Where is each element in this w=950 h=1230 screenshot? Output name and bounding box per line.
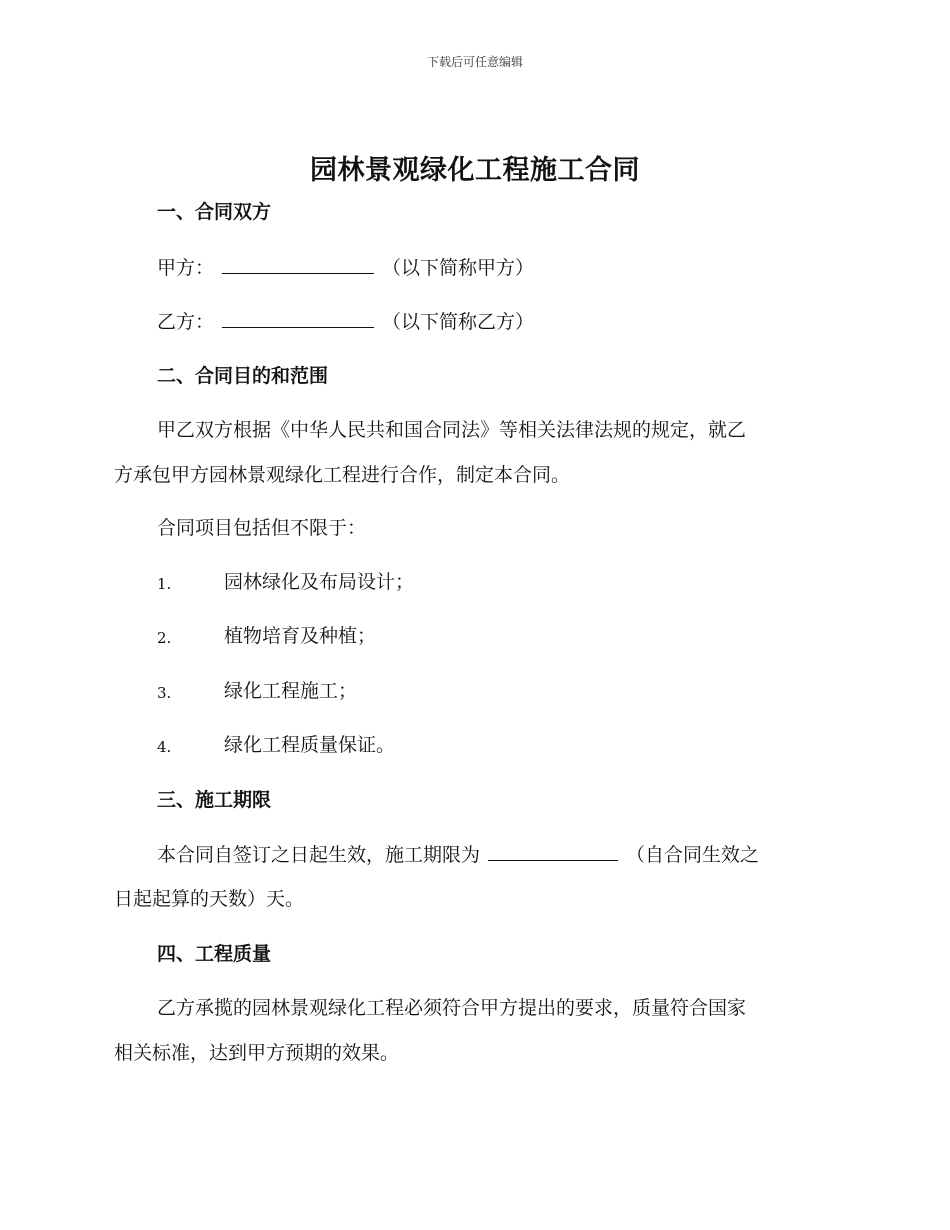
- party-a-line: [157, 253, 887, 282]
- section-heading-purpose: 二、合同目的和范围: [157, 365, 329, 387]
- party-b-line: [157, 307, 887, 336]
- period-blank: [488, 840, 618, 861]
- period-line2: 日起起算的天数）天。: [114, 888, 305, 910]
- list-item-text: 绿化工程施工；: [224, 680, 358, 702]
- period-suffix: （自合同生效之: [626, 844, 760, 866]
- purpose-paragraph-line1: 甲乙双方根据《中华人民共和国合同法》等相关法律法规的规定，就乙: [157, 419, 747, 441]
- list-item-number: 2.: [157, 629, 172, 647]
- party-a-suffix: （以下简称甲方）: [382, 257, 535, 279]
- list-item-text: 园林绿化及布局设计；: [224, 571, 415, 593]
- period-line1: [157, 840, 887, 869]
- section-heading-quality: 四、工程质量: [157, 943, 272, 965]
- list-item-text: 绿化工程质量保证。: [224, 734, 396, 756]
- header-note: 下载后可任意编辑: [426, 55, 523, 69]
- list-item-number: 1.: [157, 575, 172, 593]
- section-heading-period: 三、施工期限: [157, 789, 272, 811]
- quality-paragraph-line2: 相关标准，达到甲方预期的效果。: [114, 1042, 400, 1064]
- document-title: 园林景观绿化工程施工合同: [310, 155, 640, 186]
- party-b-blank: [222, 307, 374, 328]
- list-item-number: 4.: [157, 738, 172, 756]
- items-intro: 合同项目包括但不限于：: [157, 517, 367, 539]
- period-prefix: 本合同自签订之日起生效，施工期限为: [157, 844, 481, 866]
- purpose-paragraph-line2: 方承包甲方园林景观绿化工程进行合作，制定本合同。: [114, 464, 571, 486]
- party-b-suffix: （以下简称乙方）: [382, 311, 535, 333]
- list-item-number: 3.: [157, 684, 172, 702]
- party-a-blank: [222, 253, 374, 274]
- party-b-label: 乙方：: [157, 311, 215, 333]
- party-a-label: 甲方：: [157, 257, 215, 279]
- section-heading-parties: 一、合同双方: [157, 201, 272, 223]
- list-item-text: 植物培育及种植；: [224, 625, 377, 647]
- quality-paragraph-line1: 乙方承揽的园林景观绿化工程必须符合甲方提出的要求，质量符合国家: [157, 997, 747, 1019]
